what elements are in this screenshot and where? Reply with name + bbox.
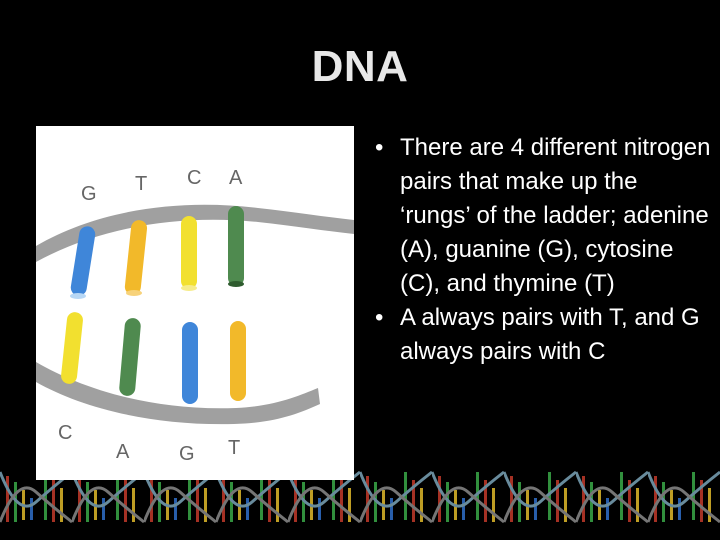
bottom-base-label-4: T [228,437,241,459]
bullet-item: • A always pairs with T, and G always pairs with C [366,301,711,369]
rung-a-bottom [119,317,142,396]
slide-title: DNA [311,42,409,91]
bullet-list [366,131,711,369]
bottom-backbone [36,362,320,424]
top-base-label-4: A [229,167,243,189]
top-base-label-3: C [187,167,202,189]
rung-g-bottom [182,322,198,404]
bottom-base-label-3: G [179,443,195,465]
bottom-base-label-1: C [58,422,73,444]
dna-ladder-illustration [36,126,354,480]
top-base-label-2: T [135,173,148,195]
rung-c-bottom [60,311,83,384]
rung-a-top [228,206,244,287]
rung-c-top [181,216,197,291]
bottom-base-label-2: A [116,441,130,463]
rung-t-bottom [230,321,246,401]
bullet-item: • There are 4 different nitrogen pairs that make up the ‘rungs’ of the ladder; adenine (A), guanine (G), cytosine (C), and thymine (T) [366,131,711,301]
dna-diagram [36,126,354,480]
top-base-label-1: G [81,183,97,205]
rung-t-top [124,219,148,296]
